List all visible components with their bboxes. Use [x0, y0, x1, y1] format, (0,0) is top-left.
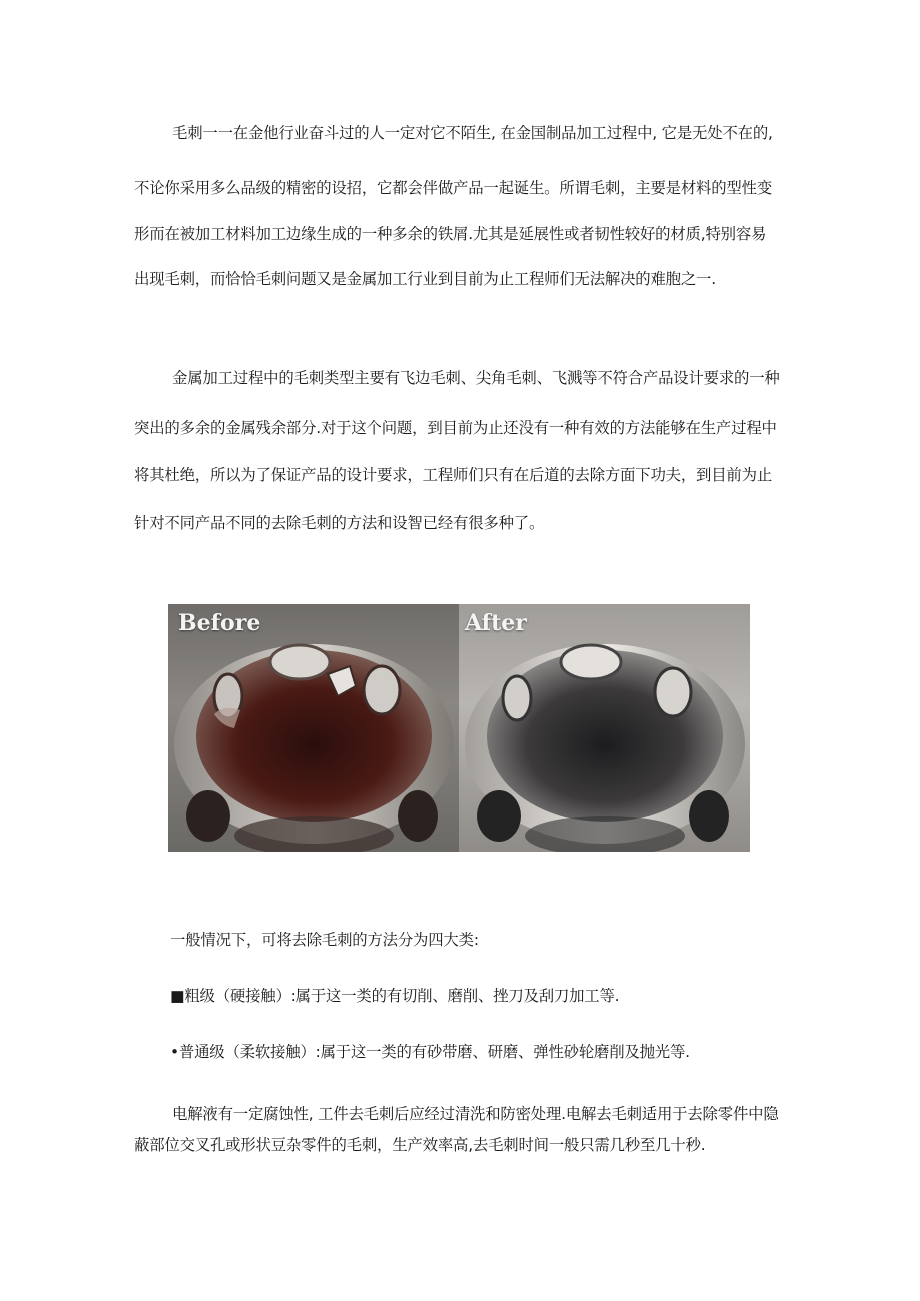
text-line: 不论你采用多么品级的精密的设招，它都会伴做产品一起诞生。所谓毛刺，主要是材料的型性变: [134, 179, 773, 197]
after-image: [459, 604, 750, 852]
before-image: [168, 604, 459, 852]
after-label: After: [465, 610, 527, 636]
text-line: 将其杜绝，所以为了保证产品的设计要求，工程师们只有在后道的去除方面下功夫，到目前为止: [134, 466, 773, 484]
after-part-illustration: [459, 604, 750, 852]
text-line: 电解液有一定腐蚀性, 工件去毛刺后应经过清洗和防密处理.电解去毛刺适用于去除零件中隐: [172, 1105, 779, 1123]
before-part-illustration: [168, 604, 459, 852]
text-line: 突出的多余的金属残余部分.对于这个问题，到目前为止还没有一种有效的方法能够在生产过程中: [134, 419, 777, 437]
method-item-rough: ■粗级（硬接触）:属于这一类的有切削、磨削、挫刀及刮刀加工等.: [170, 987, 620, 1005]
text-line: 出现毛刺，而恰恰毛刺问题又是金属加工行业到目前为止工程师们无法解决的难胞之一.: [134, 270, 716, 288]
before-after-photo: [168, 604, 750, 852]
method-item-normal: •普通级（柔软接触）:属于这一类的有砂带磨、研磨、弹性砂轮磨削及抛光等.: [170, 1043, 690, 1061]
text-line: 形而在被加工材料加工边缘生成的一种多余的铁屑.尤其是延展性或者韧性较好的材质,特别容易: [134, 225, 767, 243]
before-label: Before: [178, 610, 261, 636]
text-line: 毛刺一一在金他行业奋斗过的人一定对它不陌生, 在金国制品加工过程中, 它是无处不在的,: [172, 124, 773, 142]
text-line: 针对不同产品不同的去除毛刺的方法和设智已经有很多种了。: [134, 514, 545, 532]
methods-intro: 一般情况下，可将去除毛刺的方法分为四大类:: [170, 931, 479, 949]
text-line: 金属加工过程中的毛刺类型主要有飞边毛刺、尖角毛刺、飞溅等不符合产品设计要求的一种: [172, 369, 780, 387]
text-line: 蔽部位交叉孔或形状豆杂零件的毛刺，生产效率高,去毛刺时间一般只需几秒至几十秒.: [134, 1136, 706, 1154]
